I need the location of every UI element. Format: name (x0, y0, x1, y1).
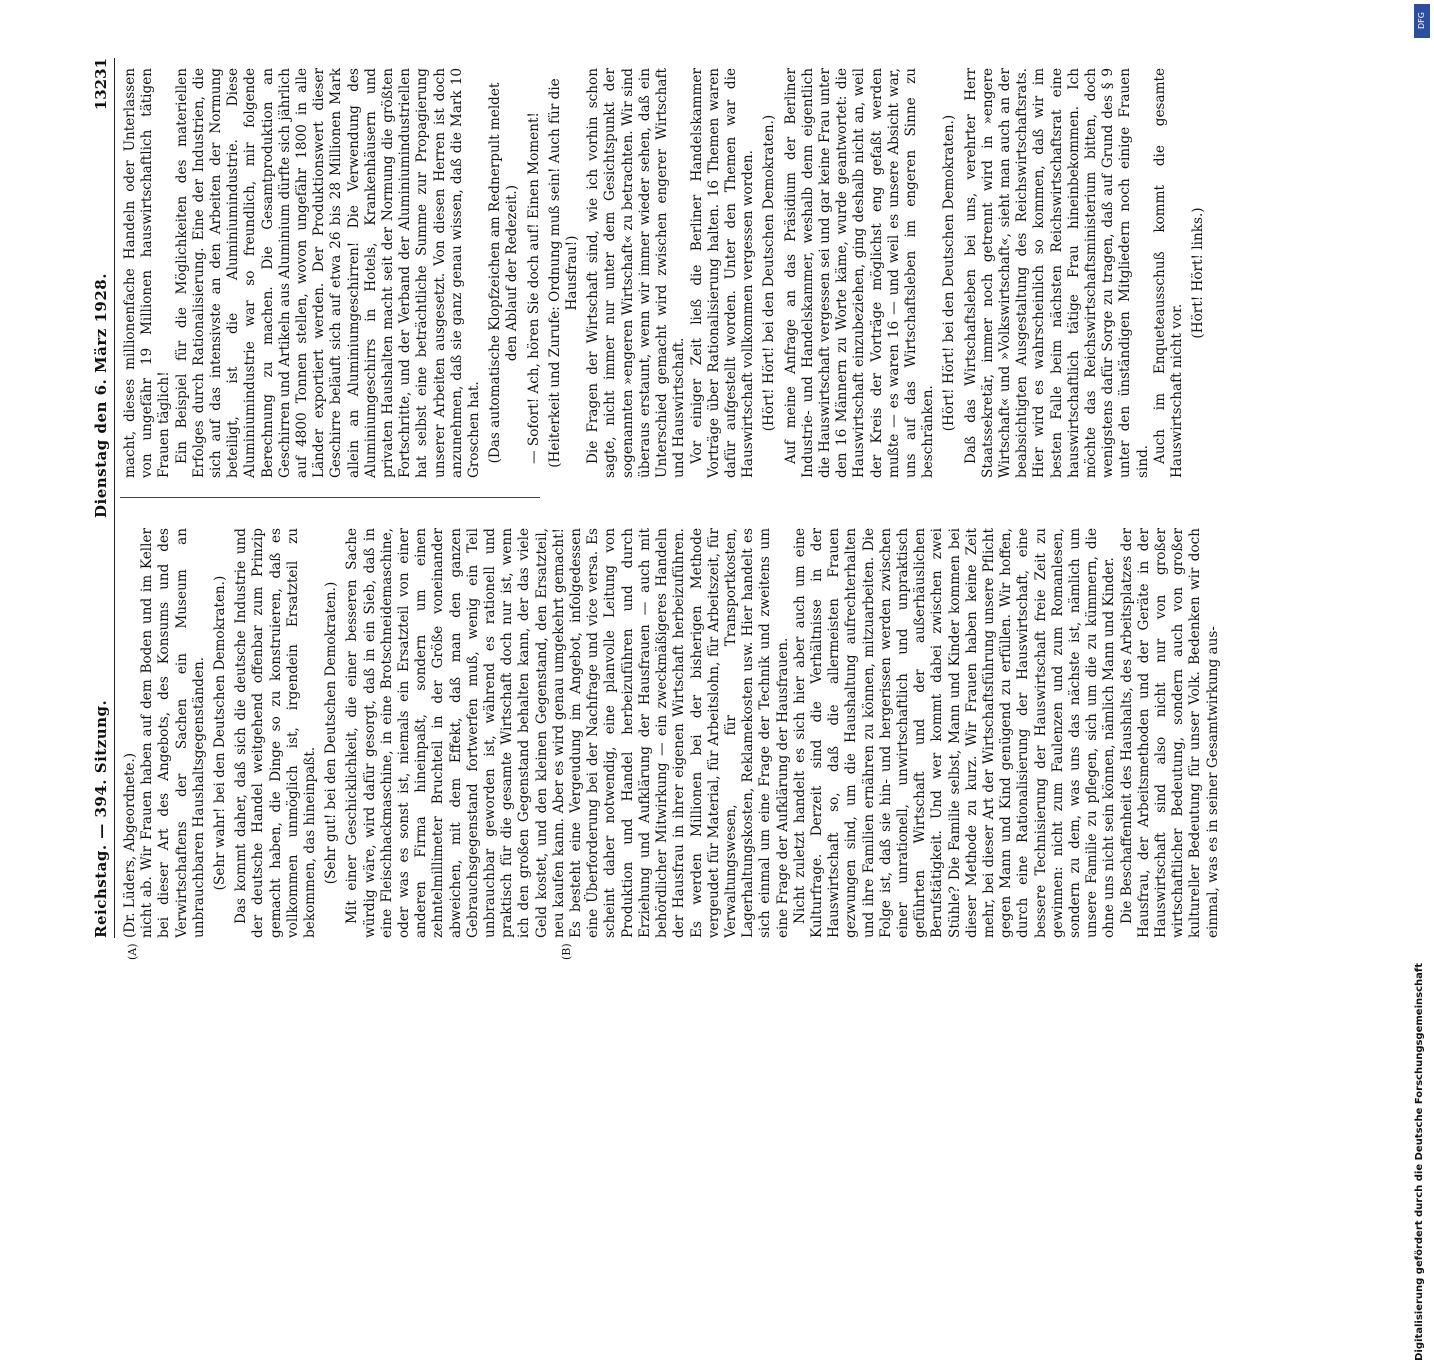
header-date: Dienstag den 6. März 1928. (92, 273, 110, 518)
column-divider (120, 497, 540, 498)
paragraph: macht, dieses millionenfache Handeln oder Unterlassen von ungefähr 19 Millionen hauswirtschaftlich tätigen Frauen täglich! (122, 68, 173, 478)
interjection: (Sehr gut! bei den Deutschen Demokraten.) (323, 581, 340, 885)
interjection: (Heiterkeit und Zurufe: Ordnung muß sein! Auch für die Hausfrau!) (546, 78, 581, 468)
paragraph: Mit einer Geschicklichkeit, die einer besseren Sache würdig wäre, wird dafür gesorgt, daß in ein Sieb, daß in eine Fleischhackmaschine, in eine Brotschneidemaschine, oder was es sonst ist, niemals ein Ersatzteil von einer anderen Firma hineinpaßt, sondern um einen zehntelmillimeter Bruchteil in der Größe voneinander abweichen, mit dem Effekt, daß man den ganzen Gebrauchsgegenstand fortwerfen muß, wenig ein Teil unbrauchbar geworden ist, während es rationell und praktisch für die gesamte Wirtschaft doch nur ist, wenn ich den großen Gegenstand behalten kann, der das viele Geld kostet, und den kleinen Gegenstand, den Ersatzteil, neu kaufen kann. Aber es wird genau umgekehrt gemacht! Es besteht eine Vergeudung im Angebot, infolgedessen eine Überforderung bei der Nachfrage und vice versa. Es scheint daher notwendig, eine planvolle Leitung von Produktion und Handel herbeizuführen und durch Erziehung und Aufklärung der Hausfrauen — auch mit behördlicher Mitwirkung — ein zweckmäßigeres Handeln der Hausfrau in ihrer eigenen Wirtschaft herbeizuführen. Es werden Millionen bei der bisherigen Methode vergeudet für Material, für Arbeitslohn, für Arbeitszeit, für Verwaltungswesen, für Transportkosten, Lagerhaltungskosten, Reklamekosten usw. Hier handelt es sich einmal um eine Frage der Technik und zweitens um eine Frage der Aufklärung der Hausfrauen. (344, 528, 791, 938)
paragraph: Nicht zuletzt handelt es sich hier aber auch um eine Kulturfrage. Derzeit sind die Verhältnisse in der Hauswirtschaft so, daß die allermeisten Frauen gezwungen sind, um die Haushaltung aufrechterhalten und ihre Familien ernähren zu können, mitzuarbeiten. Die Folge ist, daß sie hin- und hergerissen werden zwischen einer unrationell, unwirtschaftlich und unpraktisch geführten Wirtschaft und der außerhäuslichen Berufstätigkeit. Und wer kommt dabei zwischen zwei Stühle? Die Familie selbst, Mann und Kinder kommen bei dieser Methode zu kurz. Wir Frauen haben keine Zeit mehr, bei dieser Art der Wirtschaftsführung unsere Pflicht gegen Mann und Kind genügend zu erfüllen. Wir hoffen, durch eine Rationalisierung der Hauswirtschaft, eine bessere Technisierung der Hauswirtschaft freie Zeit zu gewinnen: nicht zum Faulenzen und zum Romanlesen, sondern zu dem, was uns das nächste ist, nämlich um unsere Familie zu pflegen, sich um die zu kümmern, die ohne uns nicht sein können, nämlich Mann und Kinder. (791, 528, 1118, 938)
column-right (122, 68, 1211, 478)
funding-text: Digitalisierung gefördert durch die Deutsche Forschungsgemeinschaft (1414, 963, 1425, 1361)
interjection: (Das automatische Klopfzeichen am Rednerpult meldet den Ablauf der Redezeit.) (487, 82, 521, 464)
interjection: (Sehr wahr! bei den Deutschen Demokraten.) (212, 575, 229, 891)
paragraph: Das kommt daher, daß sich die deutsche Industrie und der deutsche Handel weitgehend offenbar zum Prinzip gemacht haben, die Dinge so zu konstruieren, daß es vollkommen unmöglich ist, irgendein Ersatzteil zu bekommen, das hineinpaßt. (233, 528, 319, 938)
interjection: (Hört! Hört! bei den Deutschen Demokraten.) (761, 114, 778, 432)
paragraph: Auf meine Anfrage an das Präsidium der Berliner Industrie- und Handelskammer, weshalb denn eigentlich die Hauswirtschaft vergessen sei und gar keine Frau unter den 16 Männern zu Worte käme, wurde geantwortet: die Hauswirtschaft einzubeziehen, ging deshalb nicht an, weil der Kreis der Vorträge möglichst eng gefaßt werden mußte — es waren 16 — und weil es unsere Absicht war, uns auf das Wirtschaftsleben im engeren Sinne zu beschränken. (782, 68, 937, 478)
column-left (122, 528, 1222, 938)
paragraph: Die Fragen der Wirtschaft sind, wie ich vorhin schon sagte, nicht immer nur unter dem Gesichtspunkt der sogenannten »engeren Wirtschaft« zu betrachten. Wir sind überaus erstaunt, wenn wir immer wieder sehen, daß ein Unterschied gemacht wird zwischen engerer Wirtschaft und Hauswirtschaft. (585, 68, 688, 478)
document-page (90, 58, 1390, 960)
page-header (90, 58, 120, 938)
paragraph: Vor einiger Zeit ließ die Berliner Handelskammer Vorträge über Rationalisierung halten. 16 Themen waren dafür aufgestellt worden. Unter den Themen war die Hauswirtschaft vollkommen vergessen worden. (688, 68, 757, 478)
margin-mark-a: (A) (126, 943, 139, 960)
speaker-label: (Dr. Lüders, Abgeordnete.) (122, 752, 138, 938)
interjection: (Hört! Hört! bei den Deutschen Demokraten.) (941, 114, 958, 432)
interjection: (Hört! Hört! links.) (1190, 207, 1207, 339)
paragraph: Ein Beispiel für die Möglichkeiten des materiellen Erfolges durch Rationalisierung. Eine der Industrien, die sich auf das intensivste an den Arbeiten der Normung beteiligt, ist die Aluminiumindustrie. Diese Aluminiumindustrie war so freundlich, mir folgende Berechnung zu machen. Die Gesamtproduktion an Geschirren und Artikeln aus Aluminium dürfte sich jährlich auf 4800 Tonnen stellen, wovon ungefähr 1800 in alle Länder exportiert werden. Der Produktionswert dieser Geschirre beläuft sich auf etwa 26 bis 28 Millionen Mark allein an Aluminiumgeschirren! Die Verwendung des Aluminiumgeschirrs in Hotels, Krankenhäusern und privaten Haushalten macht seit der Normung die größten Fortschritte, und der Verband der Aluminiumindustriellen hat selbst eine beträchtliche Summe zur Propagierung unserer Arbeiten ausgesetzt. Von diesen Herren ist doch anzunehmen, daß sie ganz genau wissen, daß die Mark 10 Groschen hat. (173, 68, 483, 478)
paragraph: Auch im Enqueteausschuß kommt die gesamte Hauswirtschaft nicht vor. (1151, 68, 1185, 478)
paragraph: Daß das Wirtschaftsleben bei uns, verehrter Herr Staatssekretär, immer noch getrennt wird in »engere Wirtschaft« und »Volkswirtschaft«, sieht man auch an der beabsichtigten Ausgestaltung des Reichswirtschaftsrats. Hier wird es wahrscheinlich so kommen, daß wir im besten Falle beim nächsten Reichswirtschaftsrat eine hauswirtschaftlich tätige Frau hineinbekommen. Ich möchte das Reichswirtschaftsministerium bitten, doch wenigstens dafür Sorge zu tragen, daß auf Grund des § 9 unter den ünständigen Mitgliedern noch einige Frauen sind. (962, 68, 1151, 478)
page-number: 13231 (92, 58, 110, 111)
paragraph: — Sofort! Ach, hören Sie doch auf! Einen Moment! (525, 112, 542, 464)
header-left: Reichstag. — 394. Sitzung. (92, 699, 110, 938)
margin-mark-b: (B) (560, 943, 573, 960)
dfg-logo: DFG (1414, 4, 1430, 38)
header-rule (114, 58, 115, 938)
paragraph: Die Beschaffenheit des Haushalts, des Arbeitsplatzes der Hausfrau, der Arbeitsmethoden und der Geräte in der Hauswirtschaft sind also nicht nur von großer wirtschaftlicher Bedeutung, sondern auch von großer kultureller Bedeutung für unser Volk. Bedenken wir doch einmal, was es in seiner Gesamtwirkung aus- (1118, 528, 1221, 938)
funding-note (1414, 6, 1430, 1361)
paragraph: nicht ab. Wir Frauen haben auf dem Boden und im Keller bei dieser Art des Angebots, des Konsums und des Verwirtschaftens der Sachen ein Museum an unbrauchbaren Haushaltsgegenständen. (139, 528, 207, 938)
